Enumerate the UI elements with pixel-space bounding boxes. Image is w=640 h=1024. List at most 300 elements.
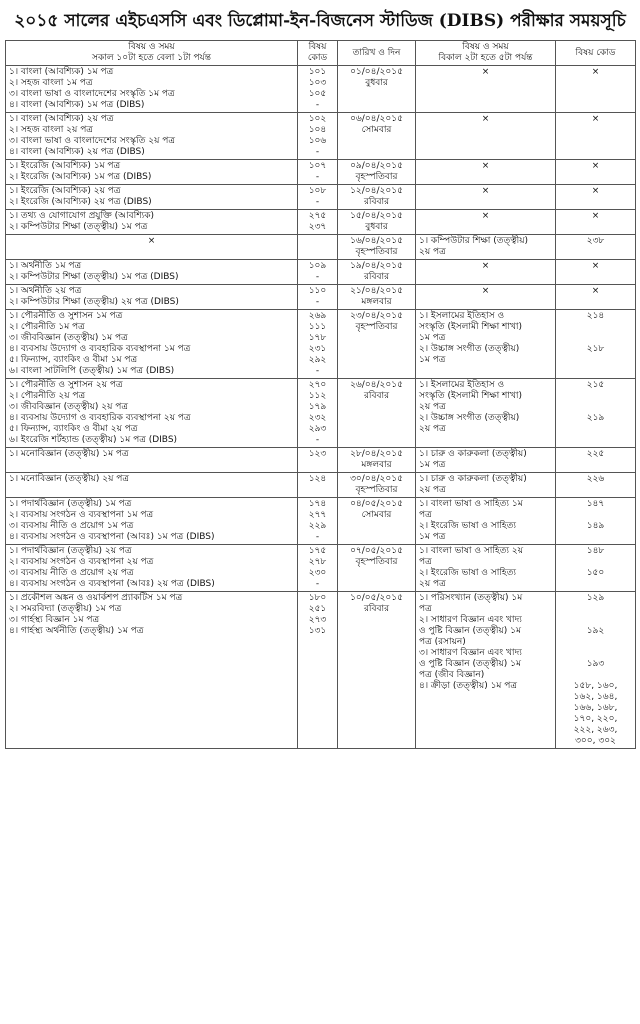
morning-codes-line: ২৩১ <box>308 344 327 354</box>
morning-subjects-line: ৩। গার্হস্থ্য বিজ্ঞান ১ম পত্র <box>9 615 100 625</box>
afternoon-subjects-line: ১ম পত্র <box>419 532 446 542</box>
morning-subjects-line: ১। পদার্থবিজ্ঞান (তত্ত্বীয়) ১ম পত্র <box>9 499 132 509</box>
morning-codes-line: ১০৫ <box>308 89 327 99</box>
afternoon-subjects <box>416 160 556 185</box>
cross-mark: × <box>591 67 600 77</box>
afternoon-codes-line: ১৯৩ <box>586 659 605 669</box>
morning-codes-line <box>301 236 334 247</box>
morning-subjects-line: ৩। ব্যবসায় নীতি ও প্রয়োগ ১ম পত্র <box>9 521 134 531</box>
header-text: বিষয় ও সময় <box>128 42 175 52</box>
morning-subjects-line: ২। সহজ বাংলা ২য় পত্র <box>9 125 93 135</box>
afternoon-codes <box>556 210 636 235</box>
morning-subjects-line: ২। ইংরেজি (আবশ্যিক) ১ম পত্র (DIBS) <box>9 172 152 182</box>
morning-subjects <box>6 473 298 498</box>
afternoon-codes <box>556 260 636 285</box>
morning-subjects <box>6 185 298 210</box>
afternoon-subjects-line: পত্র (রসায়ন) <box>419 637 466 647</box>
afternoon-codes-line: ১৪৭ <box>586 499 605 509</box>
afternoon-subjects-line: ২। উচ্চাঙ্গ সংগীত (তত্ত্বীয়) <box>419 344 520 354</box>
afternoon-codes-line: ২১৪ <box>586 311 605 321</box>
morning-subjects-line: ১। পৌরনীতি ও সুশাসন ১ম পত্র <box>9 311 123 321</box>
exam-date-line: রবিবার <box>363 197 390 207</box>
exam-date-line: ০৯/০৪/২০১৫ <box>350 161 403 171</box>
morning-subjects <box>6 113 298 160</box>
afternoon-subjects-line: ২। উচ্চাঙ্গ সংগীত (তত্ত্বীয়) <box>419 413 520 423</box>
afternoon-codes-line <box>559 322 632 333</box>
morning-codes-line: - <box>315 272 320 282</box>
afternoon-subjects-line: ১। কম্পিউটার শিক্ষা (তত্ত্বীয়) <box>419 236 529 246</box>
afternoon-subjects <box>416 210 556 235</box>
table-row <box>6 285 636 310</box>
afternoon-codes <box>556 310 636 379</box>
table-header-row <box>6 41 636 66</box>
afternoon-subjects-line: ৩। সাধারণ বিজ্ঞান এবং খাদ্য <box>419 648 522 658</box>
morning-codes <box>298 545 338 592</box>
table-row <box>6 545 636 592</box>
morning-subjects-line: ৪। ব্যবসায় সংগঠন ও ব্যবস্থাপনা (আবঃ) ১ম পত্র (DIBS) <box>9 532 215 542</box>
cross-mark: × <box>591 161 600 171</box>
afternoon-codes <box>556 285 636 310</box>
afternoon-codes <box>556 185 636 210</box>
header-date: তারিখ ও দিন <box>338 41 416 66</box>
afternoon-codes-line: ২২২, ২৬৩, <box>573 725 618 735</box>
exam-date <box>338 113 416 160</box>
exam-date-line: ০৪/০৫/২০১৫ <box>350 499 403 509</box>
afternoon-codes <box>556 498 636 545</box>
afternoon-codes <box>556 235 636 260</box>
morning-codes-line: - <box>315 297 320 307</box>
morning-codes-line: ২৭০ <box>308 380 327 390</box>
afternoon-subjects-line: ১। ইসলামের ইতিহাস ও <box>419 311 505 321</box>
afternoon-codes <box>556 592 636 749</box>
table-row <box>6 113 636 160</box>
exam-date-line: সোমবার <box>361 510 392 520</box>
morning-subjects-line: ১। অর্থনীতি ১ম পত্র <box>9 261 82 271</box>
afternoon-subjects-line: ১ম পত্র <box>419 333 446 343</box>
afternoon-subjects <box>416 185 556 210</box>
exam-date <box>338 66 416 113</box>
morning-subjects-line: ১। পদার্থবিজ্ঞান (তত্ত্বীয়) ২য় পত্র <box>9 546 132 556</box>
cross-mark: × <box>147 236 156 246</box>
afternoon-subjects <box>416 285 556 310</box>
header-text: কোড <box>307 53 328 63</box>
morning-subjects <box>6 210 298 235</box>
afternoon-subjects <box>416 592 556 749</box>
exam-date <box>338 210 416 235</box>
morning-codes <box>298 498 338 545</box>
exam-date-line: ০১/০৪/২০১৫ <box>350 67 403 77</box>
morning-codes-line: ১৮০ <box>308 593 327 603</box>
morning-subjects-line: ২। সমরবিদ্যা (তত্ত্বীয়) ১ম পত্র <box>9 604 122 614</box>
morning-codes-line: ২৯৩ <box>308 424 327 434</box>
morning-codes <box>298 260 338 285</box>
afternoon-subjects-line: ১। চারু ও কারুকলা (তত্ত্বীয়) <box>419 449 527 459</box>
cross-mark: × <box>481 114 490 124</box>
cross-mark: × <box>481 211 490 221</box>
afternoon-codes-line <box>559 510 632 521</box>
exam-date <box>338 185 416 210</box>
morning-subjects-line: ৩। বাংলা ভাষা ও বাংলাদেশের সংস্কৃতি ২য় পত্র <box>9 136 175 146</box>
afternoon-codes <box>556 113 636 160</box>
afternoon-subjects <box>416 498 556 545</box>
header-text: বিষয় ও সময় <box>462 42 509 52</box>
cross-mark: × <box>481 67 490 77</box>
morning-codes-line: ২৩৭ <box>308 222 327 232</box>
morning-codes-line: ১৭৯ <box>308 402 327 412</box>
afternoon-subjects-line: পত্র <box>419 510 432 520</box>
morning-codes-line: ১১০ <box>308 286 327 296</box>
afternoon-codes-line: ১৬৬, ১৬৮, <box>573 703 618 713</box>
table-row <box>6 260 636 285</box>
header-text: সকাল ১০টা হতে বেলা ১টা পর্যন্ত <box>92 53 211 63</box>
morning-codes <box>298 285 338 310</box>
morning-subjects-line: ৬। বাংলা সাটলিপি (তত্ত্বীয়) ১ম পত্র (DIBS) <box>9 366 175 376</box>
exam-date-line: ২৩/০৪/২০১৫ <box>350 311 403 321</box>
morning-subjects-line: ২। ইংরেজি (আবশ্যিক) ২য় পত্র (DIBS) <box>9 197 152 207</box>
morning-codes-line: - <box>315 366 320 376</box>
morning-codes <box>298 379 338 448</box>
morning-subjects-line: ৪। ব্যবসায় সংগঠন ও ব্যবস্থাপনা (আবঃ) ২য় পত্র (DIBS) <box>9 579 215 589</box>
morning-codes <box>298 235 338 260</box>
exam-date-line: ২৬/০৪/২০১৫ <box>350 380 403 390</box>
morning-subjects-line: ৪। ব্যবসায় উদ্যোগ ও ব্যবহারিক ব্যবস্থাপনা ১ম পত্র <box>9 344 191 354</box>
exam-date-line: ৩০/০৪/২০১৫ <box>350 474 403 484</box>
exam-date <box>338 235 416 260</box>
morning-subjects-line: ২। কম্পিউটার শিক্ষা (তত্ত্বীয়) ১ম পত্র (DIBS) <box>9 272 179 282</box>
afternoon-subjects-line: ও পুষ্টি বিজ্ঞান (তত্ত্বীয়) ১ম <box>419 626 521 636</box>
afternoon-subjects-line: পত্র (জীব বিজ্ঞান) <box>419 670 485 680</box>
morning-codes <box>298 473 338 498</box>
morning-codes <box>298 160 338 185</box>
morning-codes-line: - <box>315 172 320 182</box>
exam-date <box>338 160 416 185</box>
afternoon-subjects-line: পত্র <box>419 557 432 567</box>
table-row <box>6 498 636 545</box>
afternoon-subjects-line: ১। ইসলামের ইতিহাস ও <box>419 380 505 390</box>
morning-subjects-line: ১। বাংলা (আবশ্যিক) ২য় পত্র <box>9 114 114 124</box>
afternoon-codes-line: ২২৫ <box>586 449 605 459</box>
afternoon-subjects-line: ২য় পত্র <box>419 579 446 589</box>
morning-subjects-line: ২। কম্পিউটার শিক্ষা (তত্ত্বীয়) ১ম পত্র <box>9 222 148 232</box>
morning-subjects-line: ৪। বাংলা (আবশ্যিক) ১ম পত্র (DIBS) <box>9 100 145 110</box>
morning-codes-line: ১২৩ <box>308 449 327 459</box>
morning-subjects-line: ১। ইংরেজি (আবশ্যিক) ১ম পত্র <box>9 161 121 171</box>
header-afternoon-subject <box>416 41 556 66</box>
morning-subjects <box>6 448 298 473</box>
morning-subjects-line: ৬। ইংরেজি শর্টহ্যান্ড (তত্ত্বীয়) ১ম পত্র (DIBS) <box>9 435 178 445</box>
afternoon-subjects <box>416 310 556 379</box>
afternoon-subjects-line: ও পুষ্টি বিজ্ঞান (তত্ত্বীয়) ১ম <box>419 659 521 669</box>
exam-date-line: বৃহস্পতিবার <box>355 172 398 182</box>
morning-codes <box>298 310 338 379</box>
exam-date-line: বৃহস্পতিবার <box>355 247 398 257</box>
afternoon-codes-line: ২৩৮ <box>586 236 605 246</box>
exam-date <box>338 260 416 285</box>
afternoon-subjects-line: ১। বাংলা ভাষা ও সাহিত্য ২য় <box>419 546 524 556</box>
exam-date-line: রবিবার <box>363 272 390 282</box>
morning-codes <box>298 210 338 235</box>
morning-subjects-line: ৪। গার্হস্থ্য অর্থনীতি (তত্ত্বীয়) ১ম পত্র <box>9 626 144 636</box>
header-code-afternoon: বিষয় কোড <box>556 41 636 66</box>
morning-subjects-line: ১। তথ্য ও যোগাযোগ প্রযুক্তি (আবশ্যিক) <box>9 211 154 221</box>
morning-codes-line: ১০৭ <box>308 161 327 171</box>
table-row <box>6 592 636 749</box>
afternoon-codes-line <box>559 615 632 626</box>
afternoon-subjects-line: ১ম পত্র <box>419 460 446 470</box>
header-text: বিষয় <box>308 42 327 52</box>
afternoon-subjects <box>416 448 556 473</box>
cross-mark: × <box>591 114 600 124</box>
afternoon-subjects-line: ২। ইংরেজি ভাষা ও সাহিত্য <box>419 568 516 578</box>
cross-mark: × <box>591 286 600 296</box>
morning-subjects <box>6 592 298 749</box>
exam-date-line: বুধবার <box>365 78 388 88</box>
afternoon-subjects <box>416 545 556 592</box>
exam-date <box>338 379 416 448</box>
morning-codes-line: ১০১ <box>308 67 327 77</box>
cross-mark: × <box>591 186 600 196</box>
afternoon-subjects-line: ২য় পত্র <box>419 424 446 434</box>
exam-date <box>338 473 416 498</box>
afternoon-subjects-line: ৪। ক্রীড়া (তত্ত্বীয়) ১ম পত্র <box>419 681 518 691</box>
page-title: ২০১৫ সালের এইচএসসি এবং ডিপ্লোমা-ইন-বিজনেস স্টাডিজ (DIBS) পরীক্ষার সময়সূচি <box>14 11 626 31</box>
afternoon-codes <box>556 448 636 473</box>
cross-mark: × <box>481 186 490 196</box>
table-row <box>6 235 636 260</box>
morning-subjects <box>6 545 298 592</box>
morning-subjects-line: ১। অর্থনীতি ২য় পত্র <box>9 286 82 296</box>
morning-codes-line: ২৩০ <box>308 568 327 578</box>
morning-subjects-line: ২। পৌরনীতি ২য় পত্র <box>9 391 86 401</box>
morning-codes-line: ১০৮ <box>308 186 327 196</box>
morning-codes-line: - <box>315 532 320 542</box>
afternoon-codes-line: ২১৫ <box>586 380 605 390</box>
morning-codes-line: ২৫১ <box>308 604 327 614</box>
morning-codes <box>298 66 338 113</box>
afternoon-codes-line: ১৪৯ <box>586 521 605 531</box>
morning-codes-line: - <box>315 147 320 157</box>
morning-subjects-line: ৩। ব্যবসায় নীতি ও প্রয়োগ ২য় পত্র <box>9 568 134 578</box>
afternoon-subjects-line: ১। বাংলা ভাষা ও সাহিত্য ১ম <box>419 499 523 509</box>
afternoon-subjects-line: ১। পরিসংখ্যান (তত্ত্বীয়) ১ম <box>419 593 523 603</box>
morning-codes-line: ১০২ <box>308 114 327 124</box>
morning-codes-line: ২৭৩ <box>308 615 327 625</box>
exam-date-line: বৃহস্পতিবার <box>355 557 398 567</box>
exam-date-line: সোমবার <box>361 125 392 135</box>
afternoon-codes <box>556 473 636 498</box>
morning-subjects-line: ১। ইংরেজি (আবশ্যিক) ২য় পত্র <box>9 186 121 196</box>
afternoon-subjects-line: ১ম পত্র <box>419 355 446 365</box>
morning-subjects-line: ৪। বাংলা (আবশ্যিক) ২য় পত্র (DIBS) <box>9 147 145 157</box>
exam-date-line: ১৫/০৪/২০১৫ <box>350 211 403 221</box>
afternoon-codes <box>556 545 636 592</box>
exam-date <box>338 285 416 310</box>
morning-subjects <box>6 66 298 113</box>
afternoon-codes-line: ১৯২ <box>586 626 605 636</box>
exam-date-line: ১২/০৪/২০১৫ <box>350 186 403 196</box>
morning-subjects-line: ২। ব্যবসায় সংগঠন ও ব্যবস্থাপনা ২য় পত্র <box>9 557 154 567</box>
table-row <box>6 160 636 185</box>
morning-codes-line: - <box>315 579 320 589</box>
morning-subjects-line: ২। পৌরনীতি ১ম পত্র <box>9 322 85 332</box>
exam-date-line: বৃহস্পতিবার <box>355 485 398 495</box>
morning-codes-line: ১৭৮ <box>308 333 327 343</box>
morning-codes-line: - <box>315 197 320 207</box>
morning-codes-line: ১০৪ <box>308 125 327 135</box>
afternoon-codes-line <box>559 333 632 344</box>
header-code <box>298 41 338 66</box>
exam-date-line: ১৬/০৪/২০১৫ <box>350 236 403 246</box>
morning-subjects-line: ১। মনোবিজ্ঞান (তত্ত্বীয়) ১ম পত্র <box>9 449 129 459</box>
afternoon-codes-line <box>559 670 632 681</box>
morning-subjects-line: ২। সহজ বাংলা ১ম পত্র <box>9 78 93 88</box>
morning-subjects-line: ১। পৌরনীতি ও সুশাসন ২য় পত্র <box>9 380 123 390</box>
afternoon-subjects <box>416 473 556 498</box>
afternoon-codes-line: ২১৯ <box>586 413 605 423</box>
morning-codes-line: ১৭৪ <box>308 499 327 509</box>
morning-codes-line: ১০৬ <box>308 136 327 146</box>
afternoon-subjects <box>416 260 556 285</box>
afternoon-subjects-line: ২য় পত্র <box>419 485 446 495</box>
morning-codes-line: ১১২ <box>308 391 327 401</box>
afternoon-subjects <box>416 235 556 260</box>
header-text: বিকাল ২টা হতে ৫টা পর্যন্ত <box>438 53 533 63</box>
afternoon-codes-line: ৩০০, ৩০২ <box>575 736 616 746</box>
cross-mark: × <box>481 261 490 271</box>
exam-date-line: বৃহস্পতিবার <box>355 322 398 332</box>
table-row <box>6 66 636 113</box>
afternoon-subjects-line: ২। ইংরেজি ভাষা ও সাহিত্য <box>419 521 516 531</box>
afternoon-codes-line <box>559 402 632 413</box>
morning-codes <box>298 185 338 210</box>
table-row <box>6 379 636 448</box>
exam-date-line: রবিবার <box>363 604 390 614</box>
afternoon-codes-line: ১৫০ <box>586 568 605 578</box>
table-row <box>6 185 636 210</box>
afternoon-codes-line: ২২৬ <box>586 474 605 484</box>
afternoon-subjects-line: সংস্কৃতি (ইসলামী শিক্ষা শাখা) <box>419 391 523 401</box>
afternoon-codes-line <box>559 648 632 659</box>
table-row <box>6 473 636 498</box>
afternoon-subjects-line: ১। চারু ও কারুকলা (তত্ত্বীয়) <box>419 474 527 484</box>
morning-subjects <box>6 310 298 379</box>
exam-date <box>338 498 416 545</box>
afternoon-subjects-line: ২য় পত্র <box>419 247 446 257</box>
morning-codes-line: - <box>315 435 320 445</box>
exam-date <box>338 545 416 592</box>
afternoon-codes-line: ১২৯ <box>586 593 605 603</box>
exam-date-line: ০৬/০৪/২০১৫ <box>350 114 403 124</box>
afternoon-codes-line: ১৫৮, ১৬০, <box>573 681 618 691</box>
morning-subjects-line: ৫। ফিন্যান্স, ব্যাংকিং ও বীমা ২য় পত্র <box>9 424 138 434</box>
afternoon-codes-line <box>559 604 632 615</box>
afternoon-codes-line: ১৭০, ২২০, <box>573 714 618 724</box>
exam-date-line: ২১/০৪/২০১৫ <box>350 286 403 296</box>
afternoon-codes-line: ২১৮ <box>586 344 605 354</box>
morning-codes-line: ১১১ <box>308 322 327 332</box>
morning-codes-line: ২৭৫ <box>308 211 327 221</box>
morning-codes-line: ২২৯ <box>308 521 327 531</box>
exam-date-line: ১০/০৫/২০১৫ <box>350 593 403 603</box>
morning-subjects <box>6 260 298 285</box>
morning-codes-line: ২৩২ <box>308 413 327 423</box>
afternoon-subjects-line: পত্র <box>419 604 432 614</box>
morning-codes-line: - <box>315 100 320 110</box>
exam-date <box>338 592 416 749</box>
cross-mark: × <box>481 161 490 171</box>
cross-mark: × <box>481 286 490 296</box>
afternoon-subjects <box>416 379 556 448</box>
afternoon-subjects-line: ২য় পত্র <box>419 402 446 412</box>
morning-subjects <box>6 285 298 310</box>
exam-date-line: মঙ্গলবার <box>361 297 392 307</box>
morning-codes-line: ১৭৫ <box>308 546 327 556</box>
table-row <box>6 210 636 235</box>
afternoon-codes-line <box>559 557 632 568</box>
morning-subjects <box>6 160 298 185</box>
morning-codes-line: ২৭৭ <box>308 510 327 520</box>
cross-mark: × <box>591 261 600 271</box>
morning-subjects <box>6 498 298 545</box>
cross-mark: × <box>591 211 600 221</box>
exam-date-line: মঙ্গলবার <box>361 460 392 470</box>
morning-codes <box>298 448 338 473</box>
morning-codes-line: ২৭৮ <box>308 557 327 567</box>
exam-date <box>338 310 416 379</box>
morning-subjects-line: ৫। ফিন্যান্স, ব্যাংকিং ও বীমা ১ম পত্র <box>9 355 138 365</box>
afternoon-subjects <box>416 66 556 113</box>
afternoon-codes-line <box>559 391 632 402</box>
morning-codes-line: ২৬৯ <box>308 311 327 321</box>
afternoon-subjects-line: সংস্কৃতি (ইসলামী শিক্ষা শাখা) <box>419 322 523 332</box>
morning-subjects-line: ৪। ব্যবসায় উদ্যোগ ও ব্যবহারিক ব্যবস্থাপনা ২য় পত্র <box>9 413 191 423</box>
header-morning-subject <box>6 41 298 66</box>
exam-date-line: ০৭/০৫/২০১৫ <box>350 546 403 556</box>
morning-subjects-line: ১। বাংলা (আবশ্যিক) ১ম পত্র <box>9 67 114 77</box>
afternoon-codes-line: ১৬২, ১৬৪, <box>573 692 618 702</box>
afternoon-codes <box>556 379 636 448</box>
afternoon-codes-line <box>559 637 632 648</box>
morning-codes-line: ১০৩ <box>308 78 327 88</box>
morning-codes <box>298 113 338 160</box>
exam-date-line: বুধবার <box>365 222 388 232</box>
morning-subjects <box>6 235 298 260</box>
morning-subjects <box>6 379 298 448</box>
afternoon-subjects-line: ২। সাধারণ বিজ্ঞান এবং খাদ্য <box>419 615 522 625</box>
morning-subjects-line: ১। প্রকৌশল অঙ্কন ও ওয়ার্কশপ প্র্যাকটিস ১ম পত্র <box>9 593 183 603</box>
exam-date-line: রবিবার <box>363 391 390 401</box>
exam-date-line: ২৮/০৪/২০১৫ <box>350 449 403 459</box>
morning-subjects-line: ২। কম্পিউটার শিক্ষা (তত্ত্বীয়) ২য় পত্র (DIBS) <box>9 297 179 307</box>
morning-codes-line: ১২৪ <box>308 474 327 484</box>
afternoon-codes <box>556 160 636 185</box>
morning-codes <box>298 592 338 749</box>
exam-date-line: ১৯/০৪/২০১৫ <box>350 261 403 271</box>
table-row <box>6 448 636 473</box>
afternoon-codes <box>556 66 636 113</box>
afternoon-codes-line: ১৪৮ <box>586 546 605 556</box>
exam-schedule-table <box>5 40 636 749</box>
morning-codes-line: ২৯২ <box>308 355 327 365</box>
morning-subjects-line: ১। মনোবিজ্ঞান (তত্ত্বীয়) ২য় পত্র <box>9 474 129 484</box>
morning-codes-line: ১৩১ <box>308 626 327 636</box>
table-row <box>6 310 636 379</box>
morning-subjects-line: ৩। জীববিজ্ঞান (তত্ত্বীয়) ১ম পত্র <box>9 333 128 343</box>
exam-date <box>338 448 416 473</box>
morning-subjects-line: ২। ব্যবসায় সংগঠন ও ব্যবস্থাপনা ১ম পত্র <box>9 510 154 520</box>
morning-subjects-line: ৩। জীববিজ্ঞান (তত্ত্বীয়) ২য় পত্র <box>9 402 129 412</box>
morning-codes-line: ১০৯ <box>308 261 327 271</box>
